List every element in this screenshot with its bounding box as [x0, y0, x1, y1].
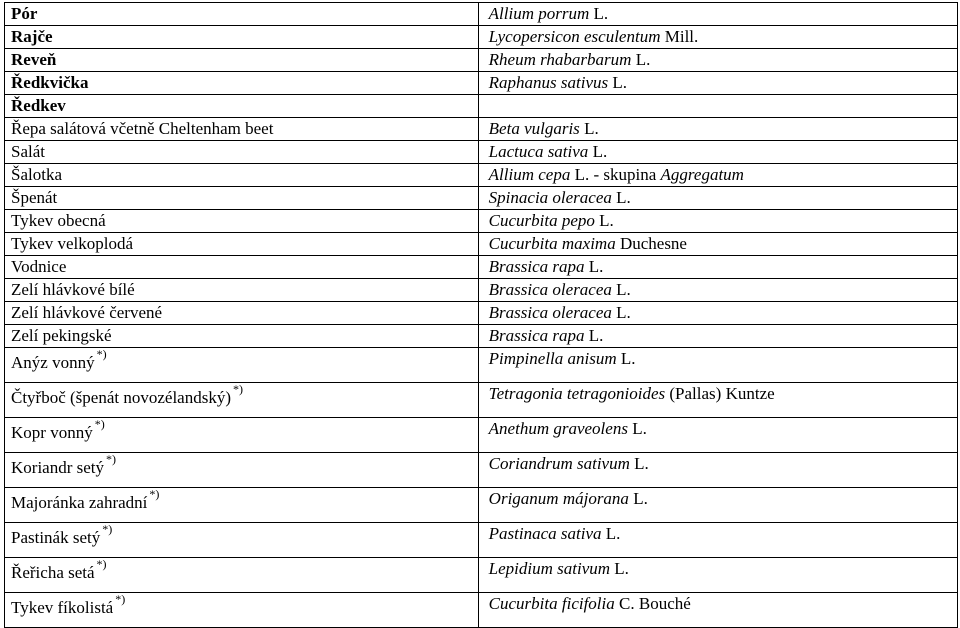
scientific-name-cell: [478, 418, 957, 453]
czech-name: Anýz vonný: [11, 353, 95, 372]
czech-name-cell: [5, 593, 479, 628]
scientific-name: Anethum graveolens: [488, 419, 628, 438]
authority: (Pallas) Kuntze: [665, 384, 775, 403]
footnote-marker: *): [94, 417, 105, 431]
species-table: [4, 2, 958, 628]
czech-name-cell: [5, 3, 479, 26]
footnote-marker: *): [149, 487, 160, 501]
czech-name-cell: [5, 348, 479, 383]
scientific-name: Lactuca sativa: [488, 142, 589, 161]
scientific-name: Cucurbita pepo: [488, 211, 595, 230]
czech-name-cell: [5, 523, 479, 558]
scientific-name-cell: [478, 72, 957, 95]
czech-name: Vodnice: [11, 257, 67, 276]
authority: L.: [631, 50, 651, 69]
czech-name-cell: [5, 279, 479, 302]
czech-name-cell: [5, 187, 479, 210]
scientific-name-cell: [478, 325, 957, 348]
czech-name-cell: [5, 383, 479, 418]
species-table-body: [5, 3, 958, 628]
czech-name-cell: [5, 418, 479, 453]
table-row: [5, 348, 958, 383]
table-row: [5, 72, 958, 95]
czech-name: Kopr vonný: [11, 423, 93, 442]
czech-name: Zelí hlávkové červené: [11, 303, 163, 322]
scientific-name: Cucurbita ficifolia: [488, 594, 615, 613]
czech-name: Pór: [11, 4, 38, 23]
scientific-name: Brassica rapa: [488, 326, 585, 345]
table-row: [5, 187, 958, 210]
scientific-name-cell: [478, 302, 957, 325]
czech-name: Majoránka zahradní: [11, 493, 148, 512]
czech-name-cell: [5, 26, 479, 49]
table-row: [5, 302, 958, 325]
table-row: [5, 558, 958, 593]
czech-name: Čtyřboč (špenát novozélandský): [11, 388, 231, 407]
czech-name: Salát: [11, 142, 45, 161]
table-row: [5, 95, 958, 118]
czech-name: Špenát: [11, 188, 58, 207]
group-name: Aggregatum: [660, 165, 744, 184]
czech-name: Koriandr setý: [11, 458, 105, 477]
czech-name: Řepa salátová včetně Cheltenham beet: [11, 119, 274, 138]
authority: C.: [614, 594, 639, 613]
footnote-marker: *): [96, 557, 107, 571]
scientific-name-cell: [478, 348, 957, 383]
scientific-name: Brassica oleracea: [488, 280, 612, 299]
table-row: [5, 523, 958, 558]
scientific-name: Pastinaca sativa: [488, 524, 602, 543]
authority: L.: [629, 454, 649, 473]
scientific-name-cell: [478, 187, 957, 210]
czech-name: Pastinák setý: [11, 528, 101, 547]
scientific-name-cell: [478, 141, 957, 164]
scientific-name: Lepidium sativum: [488, 559, 611, 578]
authority: L. - skupina: [570, 165, 661, 184]
authority: L.: [611, 280, 631, 299]
footnote-marker: *): [115, 592, 126, 606]
czech-name-cell: [5, 233, 479, 256]
table-row: [5, 325, 958, 348]
scientific-name-cell: [478, 256, 957, 279]
authority: L.: [628, 489, 648, 508]
authority: L.: [616, 349, 636, 368]
authority-suffix: Bouché: [638, 594, 691, 613]
authority: L.: [627, 419, 647, 438]
scientific-name: Rheum rhabarbarum: [488, 50, 632, 69]
authority: L.: [594, 211, 614, 230]
scientific-name: Allium porrum: [488, 4, 590, 23]
scientific-name: Tetragonia tetragonioides: [488, 384, 666, 403]
czech-name: Rajče: [11, 27, 53, 46]
table-row: [5, 256, 958, 279]
scientific-name: Allium cepa: [488, 165, 571, 184]
scientific-name-cell: [478, 558, 957, 593]
scientific-name-cell: [478, 95, 957, 118]
czech-name-cell: [5, 302, 479, 325]
scientific-name: Origanum májorana: [488, 489, 629, 508]
scientific-name-cell: [478, 3, 957, 26]
czech-name-cell: [5, 210, 479, 233]
scientific-name: Raphanus sativus: [488, 73, 609, 92]
table-row: [5, 49, 958, 72]
czech-name: Tykev velkoplodá: [11, 234, 134, 253]
table-row: [5, 118, 958, 141]
footnote-marker: *): [106, 452, 117, 466]
table-row: [5, 418, 958, 453]
table-row: [5, 593, 958, 628]
czech-name-cell: [5, 558, 479, 593]
czech-name-cell: [5, 118, 479, 141]
authority: L.: [584, 257, 604, 276]
czech-name: Zelí hlávkové bílé: [11, 280, 135, 299]
authority: L.: [584, 326, 604, 345]
table-row: [5, 453, 958, 488]
authority: L.: [608, 73, 628, 92]
scientific-name-cell: [478, 118, 957, 141]
czech-name: Ředkvička: [11, 73, 89, 92]
scientific-name: Cucurbita maxima: [488, 234, 616, 253]
table-row: [5, 26, 958, 49]
scientific-name: Beta vulgaris: [488, 119, 580, 138]
czech-name: Řeřicha setá: [11, 563, 95, 582]
authority: Duchesne: [615, 234, 687, 253]
czech-name-cell: [5, 141, 479, 164]
authority: L.: [601, 524, 621, 543]
czech-name: Tykev fíkolistá: [11, 598, 114, 617]
authority: L.: [588, 142, 608, 161]
czech-name-cell: [5, 488, 479, 523]
scientific-name: Brassica oleracea: [488, 303, 612, 322]
footnote-marker: *): [96, 347, 107, 361]
scientific-name-cell: [478, 383, 957, 418]
czech-name: Ředkev: [11, 96, 66, 115]
czech-name: Reveň: [11, 50, 57, 69]
table-row: [5, 3, 958, 26]
scientific-name: Spinacia oleracea: [488, 188, 612, 207]
scientific-name-cell: [478, 593, 957, 628]
scientific-name-cell: [478, 279, 957, 302]
authority: Mill.: [660, 27, 699, 46]
czech-name: Šalotka: [11, 165, 62, 184]
czech-name-cell: [5, 72, 479, 95]
czech-name-cell: [5, 49, 479, 72]
czech-name-cell: [5, 256, 479, 279]
scientific-name: Pimpinella anisum: [488, 349, 617, 368]
footnote-marker: *): [102, 522, 113, 536]
authority: L.: [610, 559, 629, 578]
table-row: [5, 164, 958, 187]
czech-name: Zelí pekingské: [11, 326, 112, 345]
scientific-name-cell: [478, 164, 957, 187]
scientific-name-cell: [478, 210, 957, 233]
scientific-name-cell: [478, 26, 957, 49]
scientific-name: Lycopersicon esculentum: [488, 27, 661, 46]
table-row: [5, 141, 958, 164]
scientific-name-cell: [478, 488, 957, 523]
scientific-name-cell: [478, 453, 957, 488]
scientific-name-cell: [478, 49, 957, 72]
table-row: [5, 233, 958, 256]
czech-name-cell: [5, 164, 479, 187]
czech-name-cell: [5, 325, 479, 348]
scientific-name-cell: [478, 523, 957, 558]
table-row: [5, 488, 958, 523]
authority: L.: [579, 119, 599, 138]
authority: L.: [611, 188, 631, 207]
table-row: [5, 279, 958, 302]
scientific-name: Brassica rapa: [488, 257, 585, 276]
scientific-name-cell: [478, 233, 957, 256]
table-row: [5, 210, 958, 233]
table-row: [5, 383, 958, 418]
authority: L.: [589, 4, 609, 23]
scientific-name: Coriandrum sativum: [488, 454, 630, 473]
footnote-marker: *): [233, 382, 243, 396]
czech-name: Tykev obecná: [11, 211, 106, 230]
czech-name-cell: [5, 95, 479, 118]
authority: L.: [611, 303, 631, 322]
czech-name-cell: [5, 453, 479, 488]
